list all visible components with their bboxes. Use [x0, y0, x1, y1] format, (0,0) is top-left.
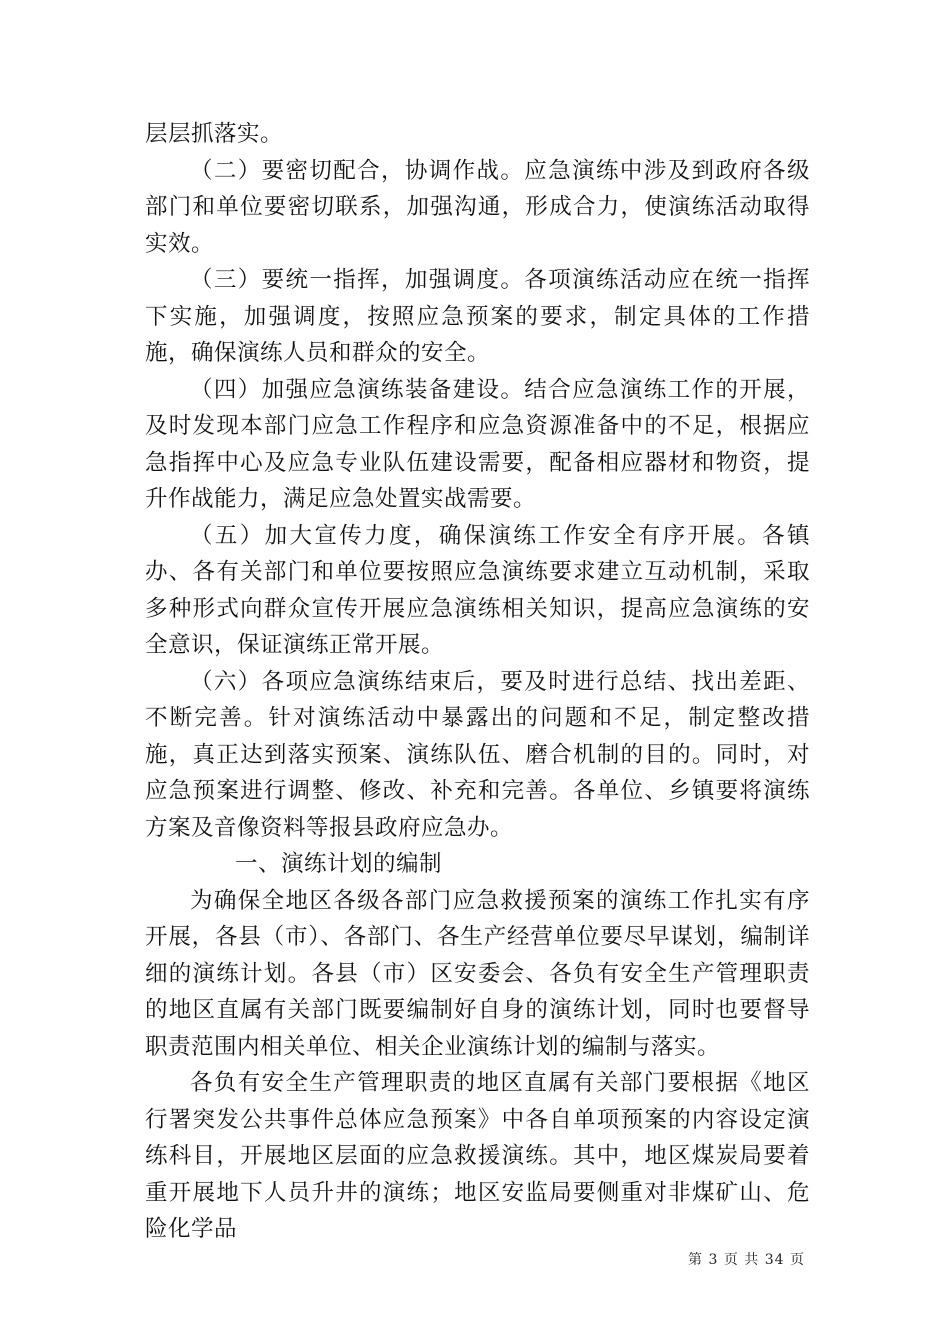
section-heading: 一、演练计划的编制 [235, 851, 443, 877]
paragraph-item-6: （六）各项应急演练结束后，要及时进行总结、找出差距、不断完善。针对演练活动中暴露出的问题和不足，制定整改措施，真正达到落实预案、演练队伍、磨合机制的目的。同时，对应急预案进行调整、修改、补充和完善。各单位、乡镇要将演练方案及音像资料等报县政府应急办。 [145, 668, 810, 841]
document-body [145, 116, 810, 1248]
paragraph-item-5: （五）加大宣传力度，确保演练工作安全有序开展。各镇办、各有关部门和单位要按照应急演练要求建立互动机制，采取多种形式向群众宣传开展应急演练相关知识，提高应急演练的安全意识，保证演练正常开展。 [145, 522, 810, 658]
paragraph-plan-detail: 各负有安全生产管理职责的地区直属有关部门要根据《地区行署突发公共事件总体应急预案》中各自单项预案的内容设定演练科目，开展地区层面的应急救援演练。其中，地区煤炭局要着重开展地下人员升井的演练；地区安监局要侧重对非煤矿山、危险化学品 [145, 1070, 810, 1242]
paragraph-continuation: 层层抓落实。 [145, 121, 284, 147]
paragraph-item-4: （四）加强应急演练装备建设。结合应急演练工作的开展，及时发现本部门应急工作程序和应急资源准备中的不足，根据应急指挥中心及应急专业队伍建设需要，配备相应器材和物资，提升作战能力，满足应急处置实战需要。 [145, 376, 810, 512]
paragraph-item-2: （二）要密切配合，协调作战。应急演练中涉及到政府各级部门和单位要密切联系，加强沟通，形成合力，使演练活动取得实效。 [145, 157, 810, 257]
page-number-footer: 第 3 页 共 34 页 [688, 1252, 805, 1268]
paragraph-plan-intro: 为确保全地区各级各部门应急救援预案的演练工作扎实有序开展，各县（市）、各部门、各生产经营单位要尽早谋划，编制详细的演练计划。各县（市）区安委会、各负有安全生产管理职责的地区直属有关部门既要编制好自身的演练计划，同时也要督导职责范围内相关单位、相关企业演练计划的编制与落实。 [145, 887, 810, 1060]
paragraph-item-3: （三）要统一指挥，加强调度。各项演练活动应在统一指挥下实施，加强调度，按照应急预案的要求，制定具体的工作措施，确保演练人员和群众的安全。 [145, 267, 810, 366]
